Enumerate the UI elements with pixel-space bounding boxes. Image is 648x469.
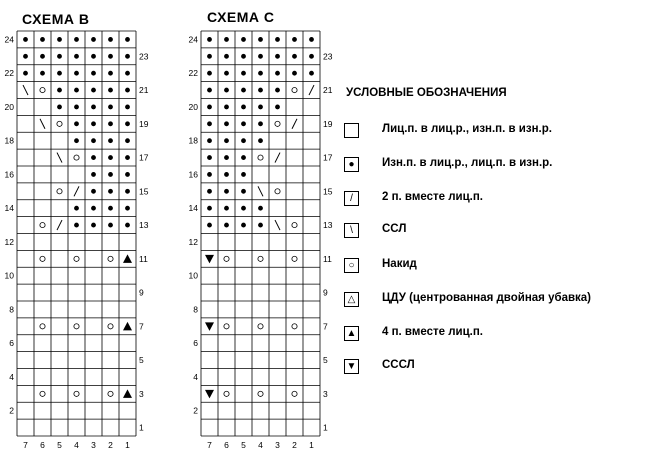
- legend-item: [344, 191, 644, 211]
- row-number-left: 12: [4, 236, 14, 247]
- slash-icon: [309, 85, 314, 95]
- circle-icon: [258, 155, 263, 160]
- backslash-icon: [258, 186, 263, 196]
- row-number-right: 23: [323, 51, 333, 62]
- legend-label: ССЛ: [382, 223, 407, 235]
- column-number: 6: [40, 440, 45, 450]
- column-number: 1: [125, 440, 130, 450]
- row-number-right: 5: [139, 355, 144, 366]
- circle-icon: [275, 189, 280, 194]
- dot-icon: [224, 189, 229, 194]
- legend-item: [344, 157, 644, 177]
- legend-label: Накид: [382, 258, 417, 270]
- slash-icon: [292, 119, 297, 129]
- legend-label: СССЛ: [382, 359, 415, 371]
- triangle-down-icon: [205, 255, 214, 264]
- dot-icon: [241, 172, 246, 177]
- legend-item: [344, 258, 644, 278]
- row-number-left: 14: [188, 203, 198, 214]
- scheme-b-title: СХЕМА B: [22, 11, 90, 27]
- legend-label: Лиц.п. в лиц.р., изн.п. в изн.р.: [382, 123, 552, 135]
- column-number: 4: [74, 440, 79, 450]
- dot-icon: [241, 105, 246, 110]
- circle-icon: [258, 256, 263, 261]
- dot-icon: [224, 37, 229, 42]
- dot-icon: [224, 105, 229, 110]
- dot-icon: [309, 37, 314, 42]
- dot-icon: [258, 105, 263, 110]
- dot-icon: [207, 155, 212, 160]
- row-number-right: 17: [323, 152, 333, 163]
- dot-icon: [241, 223, 246, 228]
- dot-icon: [258, 121, 263, 126]
- dot-icon: [224, 121, 229, 126]
- circle-icon: [292, 324, 297, 329]
- dot-icon: [241, 189, 246, 194]
- circle-icon: [292, 256, 297, 261]
- row-number-left: 16: [188, 169, 198, 180]
- dot-icon: [207, 172, 212, 177]
- row-number-left: 18: [4, 135, 14, 146]
- row-number-right: 15: [323, 186, 333, 197]
- dot-icon: [275, 71, 280, 76]
- row-number-left: 16: [4, 169, 14, 180]
- circle-icon: [258, 324, 263, 329]
- row-number-right: 19: [323, 118, 333, 129]
- backslash-icon: [275, 220, 280, 230]
- row-number-right: 9: [139, 287, 144, 298]
- dot-icon: [224, 54, 229, 59]
- column-number: 6: [224, 440, 229, 450]
- row-number-left: 22: [4, 68, 14, 79]
- row-number-left: 8: [9, 304, 14, 315]
- dot-icon: [207, 71, 212, 76]
- dot-icon: [207, 138, 212, 143]
- scheme-c-title: СХЕМА C: [207, 9, 275, 25]
- dot-icon: [207, 37, 212, 42]
- circle-icon: [292, 391, 297, 396]
- dot-icon: [275, 105, 280, 110]
- circle-icon: [258, 391, 263, 396]
- dot-icon: [258, 37, 263, 42]
- row-number-left: 6: [193, 338, 198, 349]
- row-number-right: 3: [323, 388, 328, 399]
- slash-icon: /: [344, 191, 359, 206]
- column-number: 3: [275, 440, 280, 450]
- dot-icon: [207, 223, 212, 228]
- dot-icon: [207, 88, 212, 93]
- dot-icon: [292, 71, 297, 76]
- row-number-left: 12: [188, 236, 198, 247]
- column-number: 2: [108, 440, 113, 450]
- column-number: 5: [57, 440, 62, 450]
- legend-label: 4 п. вместе лиц.п.: [382, 326, 483, 338]
- row-number-left: 4: [9, 371, 14, 382]
- dot-icon: [241, 138, 246, 143]
- column-number: 7: [207, 440, 212, 450]
- dot-icon: [207, 105, 212, 110]
- row-number-left: 4: [193, 371, 198, 382]
- triangle-outline-icon: △: [344, 292, 359, 307]
- column-number: 5: [241, 440, 246, 450]
- row-number-right: 13: [139, 220, 149, 231]
- row-number-right: 7: [323, 321, 328, 332]
- row-number-left: 10: [188, 270, 198, 281]
- dot-icon: [309, 71, 314, 76]
- circle-icon: [292, 87, 297, 92]
- row-number-left: 20: [4, 101, 14, 112]
- dot-icon: [309, 54, 314, 59]
- row-number-right: 21: [139, 85, 149, 96]
- column-number: 3: [91, 440, 96, 450]
- row-number-left: 22: [188, 68, 198, 79]
- dot-icon: [258, 138, 263, 143]
- row-number-left: 2: [193, 405, 198, 416]
- dot-icon: [258, 71, 263, 76]
- row-number-left: 24: [188, 34, 198, 45]
- row-number-right: 5: [323, 355, 328, 366]
- circle-icon: [224, 391, 229, 396]
- dot-icon: [275, 37, 280, 42]
- row-number-right: 11: [139, 253, 148, 264]
- legend-item: [344, 292, 644, 312]
- row-number-left: 18: [188, 135, 198, 146]
- circle-icon: [224, 324, 229, 329]
- dot-icon: [207, 189, 212, 194]
- row-number-right: 13: [323, 220, 333, 231]
- dot-icon: [224, 172, 229, 177]
- dot-icon: [241, 71, 246, 76]
- dot-icon: [224, 206, 229, 211]
- triangle-down-icon: ▼: [344, 359, 359, 374]
- dot-icon: [241, 121, 246, 126]
- circle-icon: ○: [344, 258, 359, 273]
- dot-icon: ●: [344, 157, 359, 172]
- dot-icon: [207, 206, 212, 211]
- empty-square-icon: [344, 123, 359, 138]
- legend-label: ЦДУ (центрованная двойная убавка): [382, 292, 592, 304]
- row-number-right: 23: [139, 51, 149, 62]
- triangle-down-icon: [205, 390, 214, 399]
- circle-icon: [275, 121, 280, 126]
- legend-item: [344, 326, 644, 346]
- legend-item: [344, 123, 644, 143]
- row-number-right: 19: [139, 118, 149, 129]
- column-number: 2: [292, 440, 297, 450]
- row-number-left: 14: [4, 203, 14, 214]
- column-number: 7: [23, 440, 28, 450]
- circle-icon: [292, 222, 297, 227]
- dot-icon: [258, 54, 263, 59]
- backslash-icon: \: [344, 223, 359, 238]
- row-number-right: 11: [323, 253, 332, 264]
- dot-icon: [224, 223, 229, 228]
- legend-title: УСЛОВНЫЕ ОБОЗНАЧЕНИЯ: [346, 87, 507, 99]
- dot-icon: [224, 155, 229, 160]
- dot-icon: [241, 206, 246, 211]
- dot-icon: [224, 88, 229, 93]
- row-number-right: 21: [323, 85, 333, 96]
- legend-item: [344, 223, 644, 243]
- slash-icon: [275, 153, 280, 163]
- triangle-up-icon: ▲: [344, 326, 359, 341]
- dot-icon: [224, 138, 229, 143]
- row-number-right: 1: [323, 422, 328, 433]
- row-number-left: 6: [9, 338, 14, 349]
- row-number-right: 3: [139, 388, 144, 399]
- dot-icon: [275, 54, 280, 59]
- row-number-right: 9: [323, 287, 328, 298]
- triangle-down-icon: [205, 322, 214, 331]
- row-number-left: 20: [188, 101, 198, 112]
- row-number-left: 2: [9, 405, 14, 416]
- row-number-right: 15: [139, 186, 149, 197]
- circle-icon: [224, 256, 229, 261]
- legend-item: [344, 359, 644, 379]
- dot-icon: [258, 206, 263, 211]
- dot-icon: [258, 223, 263, 228]
- dot-icon: [292, 54, 297, 59]
- row-number-left: 10: [4, 270, 14, 281]
- column-number: 1: [309, 440, 314, 450]
- dot-icon: [241, 54, 246, 59]
- row-number-right: 17: [139, 152, 149, 163]
- legend-label: Изн.п. в лиц.р., лиц.п. в изн.р.: [382, 157, 553, 169]
- dot-icon: [241, 88, 246, 93]
- dot-icon: [207, 121, 212, 126]
- row-number-right: 7: [139, 321, 144, 332]
- dot-icon: [207, 54, 212, 59]
- column-number: 4: [258, 440, 263, 450]
- dot-icon: [258, 88, 263, 93]
- row-number-left: 24: [4, 34, 14, 45]
- dot-icon: [224, 71, 229, 76]
- legend-label: 2 п. вместе лиц.п.: [382, 191, 483, 203]
- dot-icon: [241, 155, 246, 160]
- dot-icon: [241, 37, 246, 42]
- dot-icon: [292, 37, 297, 42]
- dot-icon: [275, 88, 280, 93]
- row-number-left: 8: [193, 304, 198, 315]
- row-number-right: 1: [139, 422, 144, 433]
